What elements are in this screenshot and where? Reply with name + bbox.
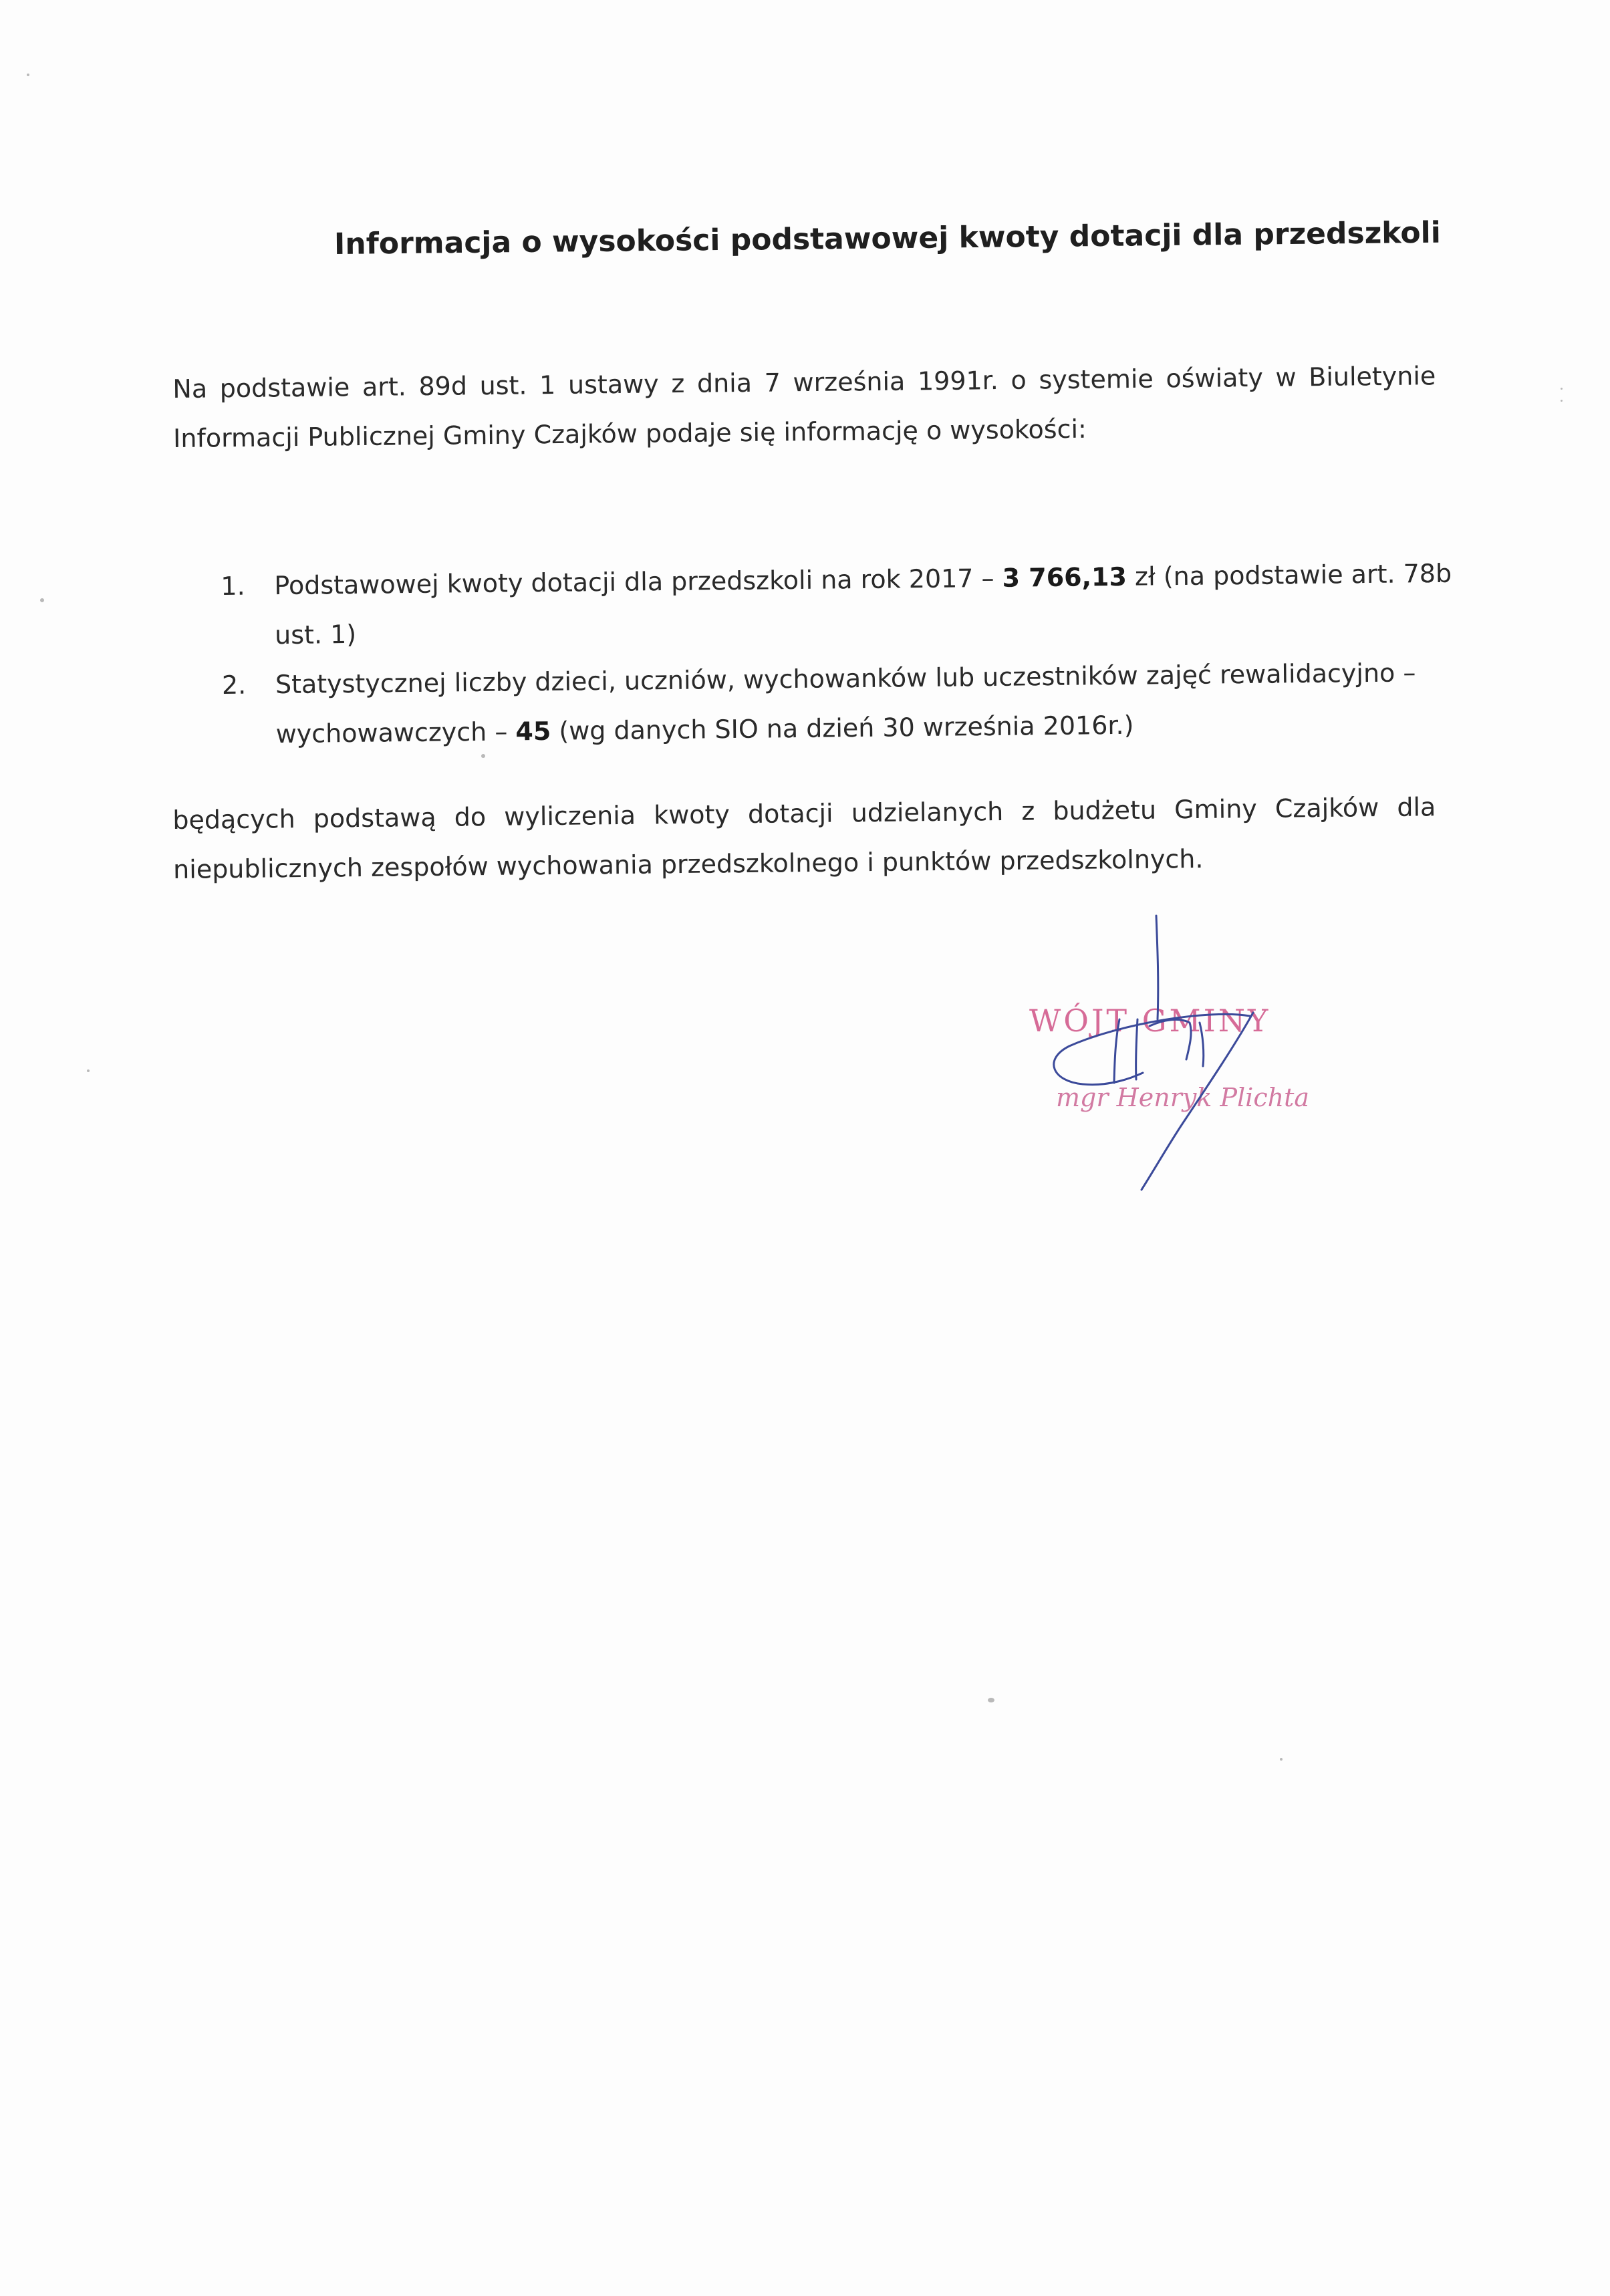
intro-line-1: Na podstawie art. 89d ust. 1 ustawy z dnia 7 września 1991r. o systemie oświaty w Biuletynie	[172, 361, 1436, 404]
intro-line-2: Informacji Publicznej Gminy Czajków podaje się informację o wysokości:	[172, 414, 1087, 453]
list-item-2-text: wychowawczych –	[275, 717, 516, 749]
scan-speck	[27, 74, 29, 76]
signature-stroke	[1136, 1019, 1137, 1079]
signature-stroke	[1156, 916, 1158, 1019]
list-item-1-text-after: zł (na podstawie art. 78b	[1126, 558, 1452, 592]
closing-line-2: niepublicznych zespołów wychowania przedszkolnego i punktów przedszkolnych.	[172, 844, 1204, 884]
scan-speck	[1561, 388, 1563, 390]
scan-speck	[40, 598, 44, 602]
scan-speck	[1561, 400, 1563, 402]
list-item-1-text: Podstawowej kwoty dotacji dla przedszkoli na rok 2017 –	[274, 563, 1002, 601]
list-item-2	[222, 648, 1439, 759]
list-item-number: 1.	[221, 571, 245, 601]
scan-speck	[1280, 1758, 1283, 1761]
closing-paragraph	[172, 782, 1436, 894]
intro-paragraph	[172, 351, 1436, 463]
signature-stroke	[1200, 1023, 1204, 1066]
handwritten-signature	[989, 909, 1363, 1243]
list-item-2-text-after: (wg danych SIO na dzień 30 września 2016r.)	[551, 710, 1134, 746]
subsidy-amount: 3 766,13	[1002, 561, 1127, 593]
list-item-number: 2.	[221, 670, 247, 700]
scan-speck	[988, 1698, 994, 1702]
list-item-1-line-2: ust. 1)	[274, 619, 357, 650]
info-list	[221, 549, 1452, 759]
scan-speck	[481, 754, 485, 758]
signature-stroke	[1150, 1019, 1191, 1059]
stamp-name: mgr Henryk Plichta	[1056, 1083, 1309, 1112]
student-count: 45	[515, 716, 551, 747]
document-title: Informacja o wysokości podstawowej kwoty dotacji dla przedszkoli	[333, 215, 1442, 261]
stamp-title: WÓJT GMINY	[1029, 1003, 1271, 1039]
list-item-1	[221, 549, 1452, 660]
closing-line-1: będących podstawą do wyliczenia kwoty dotacji udzielanych z budżetu Gminy Czajków dla	[172, 792, 1436, 835]
list-item-2-line-1: Statystycznej liczby dzieci, uczniów, wychowanków lub uczestników zajęć rewalidacyjno –	[275, 658, 1416, 700]
signature-stroke	[1142, 1013, 1253, 1190]
scan-speck	[87, 1069, 90, 1072]
